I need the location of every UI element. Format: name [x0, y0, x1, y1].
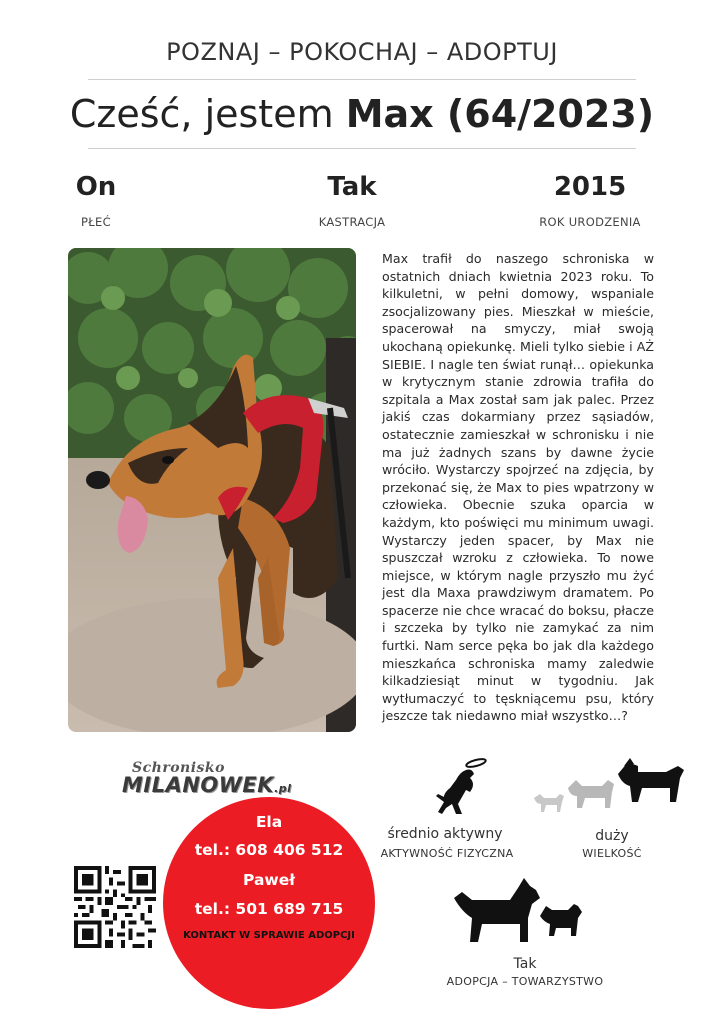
contact-phone-2[interactable]: tel.: 501 689 715	[194, 900, 344, 918]
two-dogs-icon	[452, 872, 586, 948]
logo-main-text: MILANOWEK	[122, 773, 275, 797]
size-label: WIELKOŚĆ	[582, 847, 642, 860]
logo-suffix: .pl	[274, 782, 292, 795]
company-value: Tak	[513, 956, 537, 972]
logo-line1: Schronisko	[132, 760, 225, 776]
fact-castration-label: KASTRACJA	[318, 215, 386, 229]
jumping-dog-icon	[436, 758, 488, 818]
contact-note: KONTAKT W SPRAWIE ADOPCJI	[183, 930, 355, 941]
contact-name-1: Ela	[255, 813, 283, 831]
activity-value: średnio aktywny	[387, 826, 503, 842]
page-title	[0, 92, 724, 136]
contact-phone-1[interactable]: tel.: 608 406 512	[194, 841, 344, 859]
company-label: ADOPCJA – TOWARZYSTWO	[446, 975, 604, 988]
fact-birth-year-label: ROK URODZENIA	[539, 215, 641, 229]
fact-sex-label: PŁEĆ	[81, 215, 111, 229]
dog-name: Max (64/2023)	[345, 92, 655, 136]
contact-circle	[163, 797, 375, 1009]
shelter-logo	[122, 760, 322, 797]
dog-photo	[68, 248, 356, 732]
fact-birth-year-value: 2015	[553, 172, 627, 202]
fact-birth-year	[490, 172, 690, 229]
slogan: POZNAJ – POKOCHAJ – ADOPTUJ	[166, 38, 558, 66]
size-value: duży	[595, 828, 629, 844]
fact-sex	[0, 172, 196, 229]
fact-castration	[252, 172, 452, 229]
qr-code-icon[interactable]	[74, 866, 156, 948]
dog-size-icon	[530, 758, 692, 824]
dog-story: Max trafił do naszego schroniska w ostatnich dniach kwietnia 2023 roku. To kilkuletni, w pełni domowy, wspaniale zsocjalizowany pies. Mieszkał w mieście, spacerował na smyczy, miał swoją ukochaną opiekunkę. Mieli tylko siebie i AŻ SIEBIE. I nagle ten świat runął… opiekunka w krytycznym stanie zdrowia trafiła do szpitala a Max został sam jak palec. Przez jakiś czas dokarmiany przez sąsiadów, ostatecznie zamieszkał w schronisku i nie ma już żadnych szans by dawne życie wróciło. Wystarczy spojrzeć na zdjęcia, by przekonać się, że Max to pies wpatrzony w człowieka. Obecnie szuka oparcia w każdym, kto poświęci mu minimum uwagi. Wystarczy jeden spacer, by Max nie spuszczał wzroku z człowieka. To nowe miejsce, w którym nagle przyszło mu żyć jest dla Maxa prawdziwym dramatem. Po spacerze nie chce wracać do boksu, płacze i szczeka by tylko nie zamykać za nim furtki. Nam serce pęka bo jak dla każdego mieszkańca schroniska mamy zaledwie kilkadziesiąt minut w tygodniu. Jak wytłumaczyć to tęskniącemu psu, który jeszcze tak niedawno miał wszystko…?	[382, 251, 654, 724]
divider-bottom	[88, 148, 636, 149]
fact-sex-value: On	[75, 172, 117, 202]
greeting-text: Cześć, jestem	[69, 92, 346, 136]
divider-top	[88, 79, 636, 80]
logo-line2	[122, 773, 322, 797]
fact-castration-value: Tak	[327, 172, 377, 202]
contact-name-2: Paweł	[243, 871, 295, 889]
activity-label: AKTYWNOŚĆ FIZYCZNA	[380, 847, 514, 860]
